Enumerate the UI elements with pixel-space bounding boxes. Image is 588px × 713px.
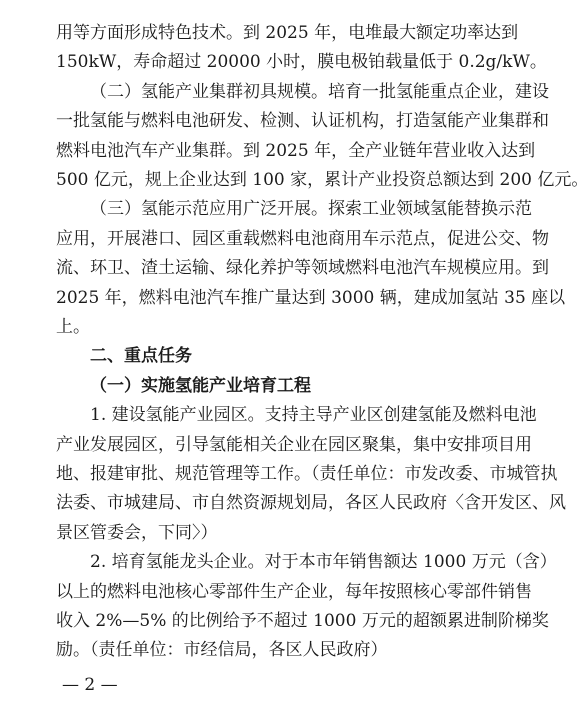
paragraph-line: （三）氢能示范应用广泛开展。探索工业领域氢能替换示范 [90,199,532,220]
paragraph-line: 流、环卫、渣土运输、绿化养护等领域燃料电池汽车规模应用。到 [56,258,549,279]
paragraph-line: 150kW，寿命超过 20000 小时，膜电极铂载量低于 0.2g/kW。 [56,52,547,73]
paragraph-line: 上。 [56,317,90,337]
paragraph-line: 用等方面形成特色技术。到 2025 年，电堆最大额定功率达到 [56,23,519,43]
paragraph-line: 景区管委会，下同〉） [56,522,218,543]
section-heading: 二、重点任务 [90,346,192,367]
paragraph-line: 2025 年，燃料电池汽车推广量达到 3000 辆，建成加氢站 35 座以 [56,287,566,308]
paragraph-line: 以上的燃料电池核心零部件生产企业，每年按照核心零部件销售 [56,581,532,602]
paragraph-line: 一批氢能与燃料电池研发、检测、认证机构，打造氢能产业集群和 [56,111,549,132]
paragraph-line: 燃料电池汽车产业集群。到 2025 年，全产业链年营业收入达到 [56,140,536,161]
paragraph-line: 法委、市城建局、市自然资源规划局，各区人民政府〈含开发区、风 [56,493,566,514]
paragraph-line: 励。（责任单位：市经信局，各区人民政府） [56,640,388,661]
paragraph-line: 1. 建设氢能产业园区。支持主导产业区创建氢能及燃料电池 [90,405,537,426]
page-number: — 2 — [62,675,118,695]
paragraph-line: 收入 2%—5% 的比例给予不超过 1000 万元的超额累进制阶梯奖 [56,611,549,631]
paragraph-line: 2. 培育氢能龙头企业。对于本市年销售额达 1000 万元（含） [90,552,557,573]
paragraph-line: 500 亿元，规上企业达到 100 家，累计产业投资总额达到 200 亿元。 [56,170,588,190]
paragraph-line: （二）氢能产业集群初具规模。培育一批氢能重点企业，建设 [90,81,549,102]
paragraph-line: 应用，开展港口、园区重载燃料电池商用车示范点，促进公交、物 [56,228,549,249]
paragraph-line: 产业发展园区，引导氢能相关企业在园区聚集，集中安排项目用 [56,434,532,455]
subsection-heading: （一）实施氢能产业培育工程 [90,375,311,396]
paragraph-line: 地、报建审批、规范管理等工作。（责任单位：市发改委、市城管执 [56,464,558,484]
